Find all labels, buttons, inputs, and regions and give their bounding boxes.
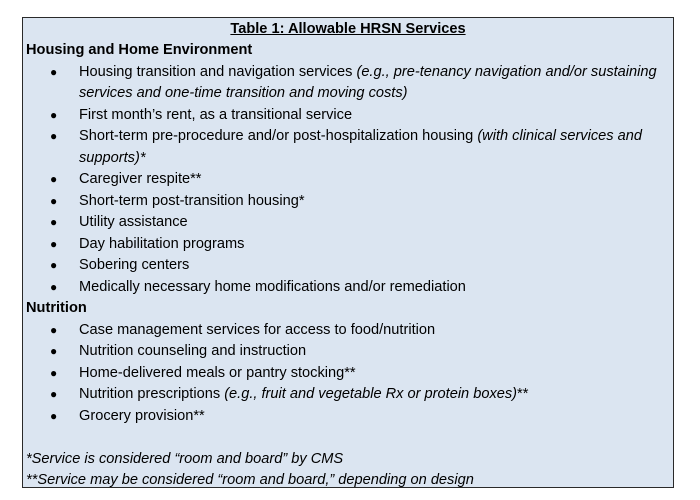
section-heading-nutrition: Nutrition — [26, 300, 87, 316]
item-text: First month’s rent, as a transitional service — [79, 106, 353, 123]
item-text: Sobering centers — [79, 257, 190, 273]
item-text: Utility assistance — [79, 214, 188, 230]
item-text: Grocery provision** — [79, 407, 205, 424]
list-item — [23, 277, 673, 299]
bullet-icon: ● — [50, 215, 58, 229]
section-nutrition — [23, 298, 673, 427]
item-note: (with clinical services and supports)* — [79, 128, 642, 166]
bullet-icon: ● — [50, 408, 58, 423]
item-text: Caregiver respite** — [79, 171, 202, 187]
list-item — [23, 212, 673, 234]
item-text: Short-term pre-procedure and/or post-hospitalization housing — [79, 128, 478, 144]
item-text: Nutrition counseling and instruction — [79, 343, 307, 359]
bullet-icon: ● — [50, 344, 58, 358]
item-text: Housing transition and navigation services — [79, 63, 357, 80]
footnote-may-be-room-and-board: **Service may be considered “room and board,” depending on design — [26, 472, 474, 488]
list-item — [23, 384, 673, 406]
list-item — [23, 406, 673, 428]
list-item — [23, 234, 673, 256]
item-note: (e.g., pre-tenancy navigation and/or sustaining services and one-time transition and moving costs) — [79, 63, 657, 101]
item-note: (e.g., fruit and vegetable Rx or protein boxes) — [224, 386, 518, 402]
item-text: Case management services for access to food/nutrition — [79, 321, 436, 338]
list-item — [23, 126, 673, 169]
list-item — [23, 62, 673, 105]
nutrition-list — [23, 320, 673, 428]
bullet-icon: ● — [50, 129, 58, 143]
list-item — [23, 191, 673, 213]
item-text: Short-term post-transition housing* — [79, 192, 305, 209]
item-text: Day habilitation programs — [79, 235, 245, 252]
table-title: Table 1: Allowable HRSN Services — [230, 21, 466, 37]
section-housing — [23, 40, 673, 298]
list-item — [23, 341, 673, 363]
list-item — [23, 105, 673, 127]
item-suffix: ** — [517, 386, 529, 402]
bullet-icon: ● — [50, 279, 58, 294]
bullet-icon: ● — [50, 172, 58, 186]
list-item — [23, 169, 673, 191]
spacer — [23, 427, 673, 449]
bullet-icon: ● — [50, 365, 58, 380]
bullet-icon: ● — [50, 236, 58, 251]
section-heading-housing: Housing and Home Environment — [26, 42, 253, 58]
bullet-icon: ● — [50, 107, 58, 122]
footnote-room-and-board: *Service is considered “room and board” by CMS — [26, 450, 344, 467]
hrsn-services-table — [22, 17, 674, 488]
bullet-icon: ● — [50, 258, 58, 272]
housing-list — [23, 62, 673, 299]
item-text: Home-delivered meals or pantry stocking** — [79, 364, 356, 381]
bullet-icon: ● — [50, 387, 58, 401]
bullet-icon: ● — [50, 322, 58, 337]
list-item — [23, 255, 673, 277]
list-item — [23, 320, 673, 342]
item-text: Nutrition prescriptions — [79, 386, 225, 402]
item-text: Medically necessary home modifications and/or remediation — [79, 278, 466, 295]
bullet-icon: ● — [50, 193, 58, 208]
bullet-icon: ● — [50, 64, 58, 79]
list-item — [23, 363, 673, 385]
